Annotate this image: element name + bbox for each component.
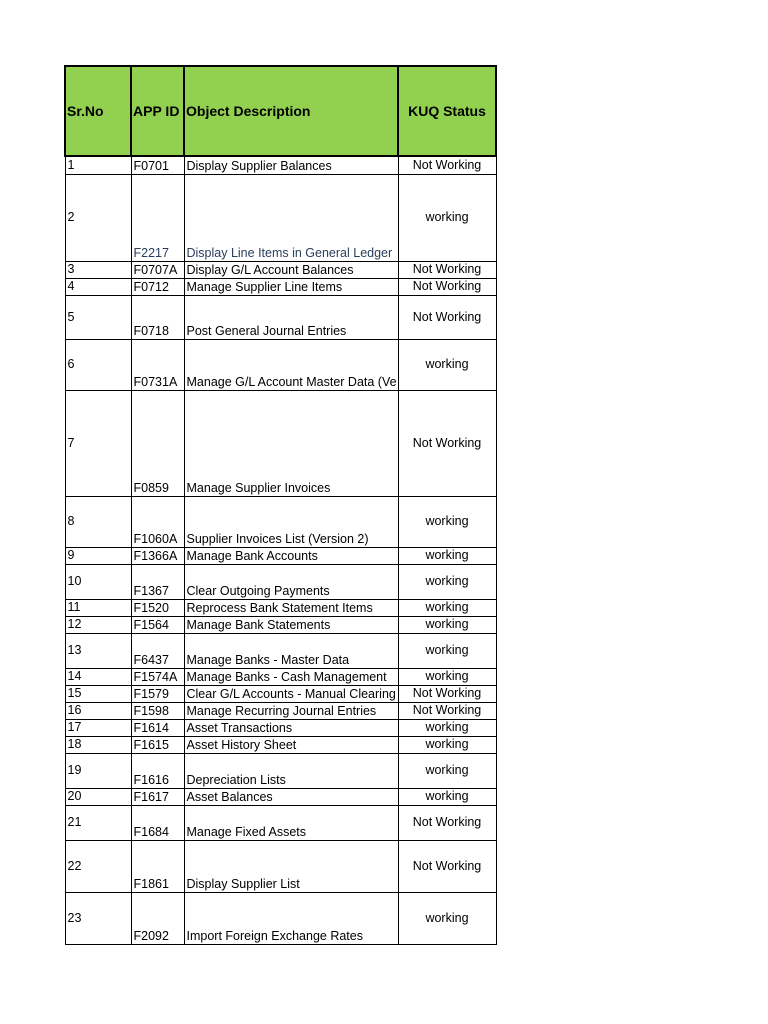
row-app-id[interactable]: F0859: [131, 390, 184, 496]
row-kuq-status[interactable]: working: [398, 788, 496, 805]
table-row: [65, 805, 496, 840]
row-app-id[interactable]: F1615: [131, 736, 184, 753]
row-sr-no[interactable]: 12: [65, 616, 131, 633]
row-sr-no[interactable]: 16: [65, 702, 131, 719]
row-object-description[interactable]: Import Foreign Exchange Rates: [184, 892, 398, 944]
row-sr-no[interactable]: 14: [65, 668, 131, 685]
row-sr-no[interactable]: 6: [65, 339, 131, 390]
row-object-description[interactable]: Asset Balances: [184, 788, 398, 805]
table-row: [65, 840, 496, 892]
row-kuq-status[interactable]: working: [398, 668, 496, 685]
row-sr-no[interactable]: 8: [65, 496, 131, 547]
row-object-description[interactable]: Asset Transactions: [184, 719, 398, 736]
table-row: [65, 295, 496, 339]
row-sr-no[interactable]: 15: [65, 685, 131, 702]
row-kuq-status[interactable]: working: [398, 616, 496, 633]
row-sr-no[interactable]: 19: [65, 753, 131, 788]
table-row: [65, 616, 496, 633]
row-object-description[interactable]: Manage Fixed Assets: [184, 805, 398, 840]
row-kuq-status[interactable]: working: [398, 339, 496, 390]
table-row: [65, 702, 496, 719]
row-object-description[interactable]: Depreciation Lists: [184, 753, 398, 788]
row-app-id[interactable]: F1564: [131, 616, 184, 633]
table-row: [65, 668, 496, 685]
row-sr-no[interactable]: 17: [65, 719, 131, 736]
row-kuq-status[interactable]: Not Working: [398, 702, 496, 719]
table-row: [65, 736, 496, 753]
row-kuq-status[interactable]: working: [398, 633, 496, 668]
row-sr-no[interactable]: 10: [65, 564, 131, 599]
row-object-description[interactable]: Manage G/L Account Master Data (Ve: [184, 339, 398, 390]
row-object-description[interactable]: Display G/L Account Balances: [184, 261, 398, 278]
table-row: [65, 547, 496, 564]
header-kuq-status[interactable]: KUQ Status: [398, 66, 496, 156]
row-kuq-status[interactable]: Not Working: [398, 390, 496, 496]
row-object-description[interactable]: Reprocess Bank Statement Items: [184, 599, 398, 616]
row-sr-no[interactable]: 7: [65, 390, 131, 496]
row-kuq-status[interactable]: working: [398, 892, 496, 944]
row-sr-no[interactable]: 2: [65, 174, 131, 261]
table-row: [65, 278, 496, 295]
row-object-description[interactable]: Asset History Sheet: [184, 736, 398, 753]
row-app-id[interactable]: F1617: [131, 788, 184, 805]
row-kuq-status[interactable]: Not Working: [398, 261, 496, 278]
row-sr-no[interactable]: 20: [65, 788, 131, 805]
row-sr-no[interactable]: 18: [65, 736, 131, 753]
row-object-description[interactable]: Display Supplier List: [184, 840, 398, 892]
row-kuq-status[interactable]: Not Working: [398, 840, 496, 892]
table-row: [65, 599, 496, 616]
row-app-id[interactable]: F2217: [131, 174, 184, 261]
row-object-description[interactable]: Manage Banks - Cash Management: [184, 668, 398, 685]
row-app-id[interactable]: F0718: [131, 295, 184, 339]
table-row: [65, 156, 496, 174]
table-row: [65, 261, 496, 278]
row-app-id[interactable]: F1574A: [131, 668, 184, 685]
row-sr-no[interactable]: 13: [65, 633, 131, 668]
row-sr-no[interactable]: 5: [65, 295, 131, 339]
row-app-id[interactable]: F1616: [131, 753, 184, 788]
table-row: [65, 892, 496, 944]
row-app-id[interactable]: F1520: [131, 599, 184, 616]
table-row: [65, 564, 496, 599]
row-sr-no[interactable]: 23: [65, 892, 131, 944]
row-app-id[interactable]: F1366A: [131, 547, 184, 564]
table-row: [65, 719, 496, 736]
row-kuq-status[interactable]: working: [398, 547, 496, 564]
row-sr-no[interactable]: 9: [65, 547, 131, 564]
table-row: [65, 390, 496, 496]
table-row: [65, 174, 496, 261]
row-sr-no[interactable]: 22: [65, 840, 131, 892]
row-sr-no[interactable]: 1: [65, 156, 131, 174]
row-kuq-status[interactable]: Not Working: [398, 805, 496, 840]
row-app-id[interactable]: F1060A: [131, 496, 184, 547]
row-kuq-status[interactable]: working: [398, 174, 496, 261]
row-kuq-status[interactable]: working: [398, 496, 496, 547]
row-object-description[interactable]: Clear Outgoing Payments: [184, 564, 398, 599]
row-app-id[interactable]: F1367: [131, 564, 184, 599]
row-sr-no[interactable]: 21: [65, 805, 131, 840]
row-kuq-status[interactable]: Not Working: [398, 278, 496, 295]
row-object-description[interactable]: Display Line Items in General Ledger: [184, 174, 398, 261]
header-object-description[interactable]: Object Description: [184, 66, 398, 156]
row-kuq-status[interactable]: working: [398, 736, 496, 753]
row-app-id[interactable]: F2092: [131, 892, 184, 944]
row-kuq-status[interactable]: Not Working: [398, 685, 496, 702]
row-app-id[interactable]: F0731A: [131, 339, 184, 390]
row-app-id[interactable]: F0712: [131, 278, 184, 295]
table-row: [65, 339, 496, 390]
row-kuq-status[interactable]: working: [398, 719, 496, 736]
table-row: [65, 788, 496, 805]
row-object-description[interactable]: Clear G/L Accounts - Manual Clearing: [184, 685, 398, 702]
row-sr-no[interactable]: 11: [65, 599, 131, 616]
table-row: [65, 753, 496, 788]
row-kuq-status[interactable]: Not Working: [398, 295, 496, 339]
row-object-description[interactable]: Post General Journal Entries: [184, 295, 398, 339]
row-sr-no[interactable]: 3: [65, 261, 131, 278]
row-app-id[interactable]: F1598: [131, 702, 184, 719]
header-sr-no[interactable]: Sr.No: [65, 66, 131, 156]
row-object-description[interactable]: Manage Recurring Journal Entries: [184, 702, 398, 719]
row-app-id[interactable]: F1861: [131, 840, 184, 892]
row-object-description[interactable]: Manage Bank Statements: [184, 616, 398, 633]
row-app-id[interactable]: F6437: [131, 633, 184, 668]
row-app-id[interactable]: F1684: [131, 805, 184, 840]
table-row: [65, 685, 496, 702]
row-app-id[interactable]: F1614: [131, 719, 184, 736]
row-kuq-status[interactable]: working: [398, 564, 496, 599]
row-object-description[interactable]: Supplier Invoices List (Version 2): [184, 496, 398, 547]
row-object-description[interactable]: Manage Supplier Line Items: [184, 278, 398, 295]
row-object-description[interactable]: Manage Bank Accounts: [184, 547, 398, 564]
kuq-status-table: [64, 65, 497, 945]
row-app-id[interactable]: F0707A: [131, 261, 184, 278]
row-kuq-status[interactable]: Not Working: [398, 156, 496, 174]
table-row: [65, 496, 496, 547]
row-sr-no[interactable]: 4: [65, 278, 131, 295]
row-object-description[interactable]: Manage Supplier Invoices: [184, 390, 398, 496]
header-row: [65, 66, 496, 156]
row-object-description[interactable]: Display Supplier Balances: [184, 156, 398, 174]
row-app-id[interactable]: F1579: [131, 685, 184, 702]
table-row: [65, 633, 496, 668]
row-object-description[interactable]: Manage Banks - Master Data: [184, 633, 398, 668]
row-app-id[interactable]: F0701: [131, 156, 184, 174]
row-kuq-status[interactable]: working: [398, 753, 496, 788]
header-app-id[interactable]: APP ID: [131, 66, 184, 156]
row-kuq-status[interactable]: working: [398, 599, 496, 616]
